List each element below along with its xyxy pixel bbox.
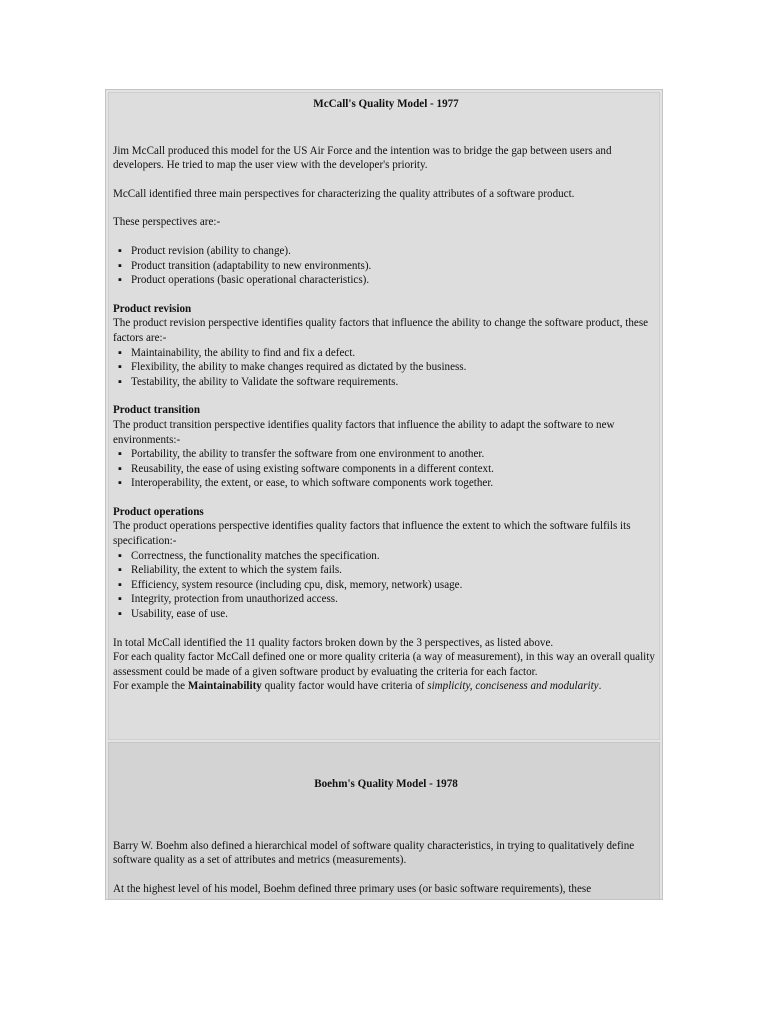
list-item: ▪ Integrity, protection from unauthorized access. bbox=[118, 593, 338, 606]
mccall-intro: Jim McCall produced this model for the US Air Force and the intention was to bridge the gap between users and developers. He tried to map the user view with the developer's priority. bbox=[113, 144, 612, 172]
list-item: ▪ Product revision (ability to change). bbox=[118, 244, 291, 257]
list-item: ▪ Portability, the ability to transfer the software from one environment to another. bbox=[118, 448, 485, 461]
example-bold: Maintainability bbox=[187, 680, 262, 693]
transition-text: The product transition perspective identifies quality factors that influence the ability to adapt the software to new environments:- bbox=[113, 418, 615, 446]
mccall-section bbox=[108, 92, 660, 740]
total-text: In total McCall identified the 11 quality factors broken down by the 3 perspectives, as listed above. bbox=[113, 636, 554, 649]
transition-list bbox=[113, 447, 659, 491]
perspectives-intro: These perspectives are:- bbox=[113, 216, 221, 229]
boehm-p2: At the highest level of his model, Boehm defined three primary uses (or basic software requirements), these bbox=[113, 882, 592, 895]
boehm-p1: Barry W. Boehm also defined a hierarchical model of software quality characteristics, in trying to qualitatively define software quality as a set of attributes and metrics (measurements). bbox=[113, 839, 635, 867]
perspectives-list bbox=[113, 244, 659, 288]
each-text: For each quality factor McCall defined one or more quality criteria (a way of measurement), in this way an overall quality assessment could be made of a given software product by evaluating the criteria for each factor. bbox=[113, 651, 655, 678]
revision-heading: Product revision bbox=[113, 302, 192, 315]
mccall-identified: McCall identified three main perspectives for characterizing the quality attributes of a software product. bbox=[113, 187, 575, 200]
boehm-section bbox=[108, 742, 660, 900]
revision-list bbox=[113, 346, 659, 390]
list-item: ▪ Maintainability, the ability to find and fix a defect. bbox=[118, 346, 356, 359]
operations-heading: Product operations bbox=[113, 505, 204, 518]
revision-text: The product revision perspective identifies quality factors that influence the ability to change the software product, these factors are:- bbox=[113, 317, 649, 344]
list-item: ▪ Efficiency, system resource (including cpu, disk, memory, network) usage. bbox=[118, 578, 463, 591]
list-item: ▪ Reusability, the ease of using existing software components in a different context. bbox=[118, 462, 494, 475]
operations-list bbox=[113, 549, 659, 622]
operations-text: The product operations perspective identifies quality factors that influence the extent to which the software fulfils its specification:- bbox=[113, 520, 631, 548]
mccall-title: McCall's Quality Model - 1977 bbox=[313, 98, 459, 110]
list-item: ▪ Usability, ease of use. bbox=[118, 608, 228, 621]
document-table bbox=[105, 89, 663, 900]
list-item: ▪ Testability, the ability to Validate the software requirements. bbox=[118, 375, 399, 388]
list-item: ▪ Interoperability, the extent, or ease, to which software components work together. bbox=[118, 477, 494, 490]
list-item: ▪ Product transition (adaptability to new environments). bbox=[118, 259, 372, 272]
example-text: For example the Maintainability quality factor would have criteria of simplicity, conciseness and modularity. bbox=[113, 680, 602, 693]
list-item: ▪ Product operations (basic operational characteristics). bbox=[118, 274, 370, 287]
list-item: ▪ Flexibility, the ability to make changes required as dictated by the business. bbox=[118, 361, 467, 374]
boehm-title: Boehm's Quality Model - 1978 bbox=[314, 778, 458, 790]
list-item: ▪ Reliability, the extent to which the system fails. bbox=[118, 564, 342, 577]
transition-heading: Product transition bbox=[113, 404, 201, 417]
example-italic: simplicity, conciseness and modularity bbox=[427, 680, 599, 693]
list-item: ▪ Correctness, the functionality matches the specification. bbox=[118, 549, 380, 562]
